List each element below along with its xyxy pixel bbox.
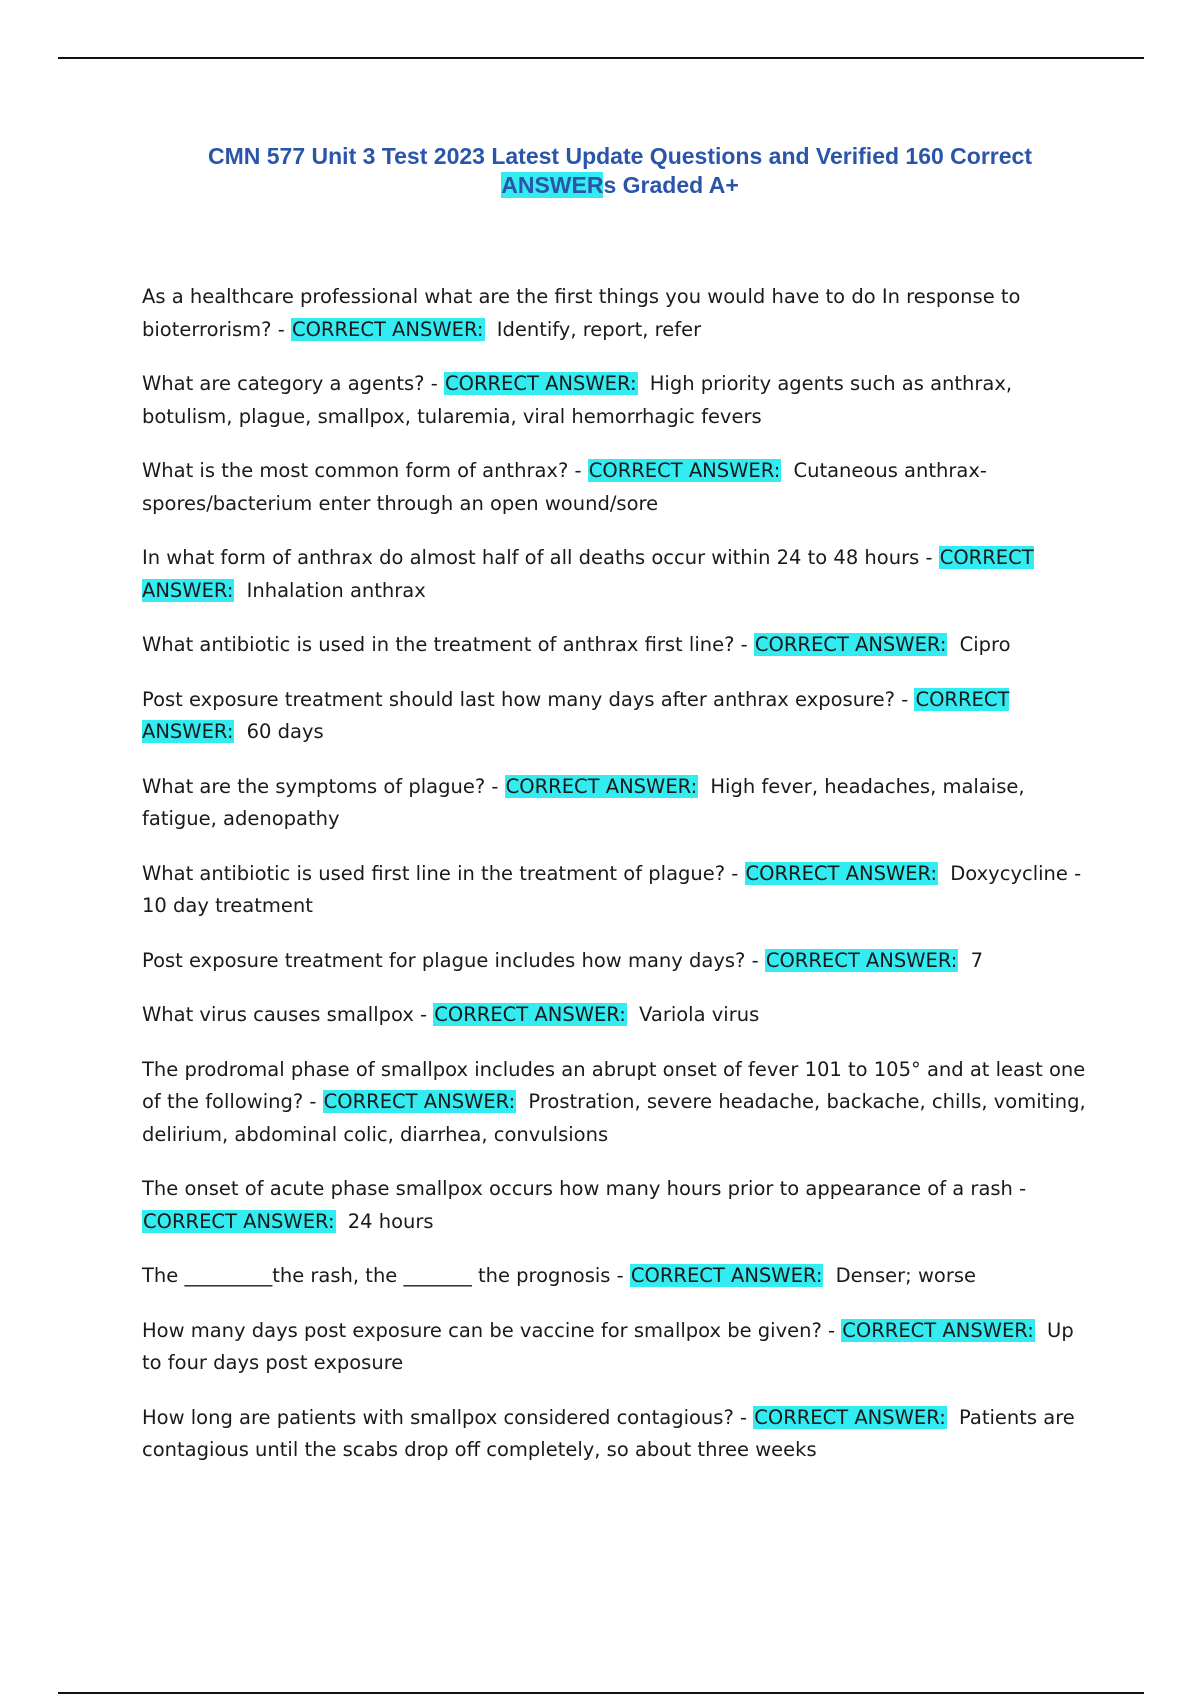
qa-item [142,281,1090,346]
question-text: The prodromal phase of smallpox includes an abrupt onset of fever 101 to 105° and at least one of the following? - [142,1057,1086,1113]
title-text: CMN 577 Unit 3 Test 2023 Latest Update Questions and Verified 160 Correct [207,143,1032,169]
qa-item [142,1054,1090,1152]
question-text: How long are patients with smallpox considered contagious? - [142,1405,748,1429]
question-text: What antibiotic is used first line in the treatment of plague? - [142,861,739,885]
correct-answer-label: CORRECT ANSWER: [291,317,484,341]
answer-text: 60 days [246,720,324,743]
answer-text: Prostration, severe headache, backache, chills, vomiting, delirium, abdominal colic, diarrhea, convulsions [142,1090,1086,1146]
question-text: What are the symptoms of plague? - [142,774,499,798]
qa-item [142,629,1090,662]
question-text: The onset of acute phase smallpox occurs how many hours prior to appearance of a rash - [142,1177,1027,1200]
correct-answer-label: CORRECT ANSWER: [754,633,947,656]
correct-answer-label: CORRECT ANSWER: [765,948,958,972]
correct-answer-label: CORRECT ANSWER: [444,372,637,395]
correct-answer-label: CORRECT ANSWER: [842,1318,1034,1342]
qa-item [142,1315,1090,1380]
qa-list [142,281,1090,1489]
qa-item [142,999,1090,1032]
document-title [160,142,1080,200]
question-text: In what form of anthrax do almost half of all deaths occur within 24 to 48 hours - [142,546,933,569]
answer-text: Inhalation anthrax [246,578,426,602]
question-text: Post exposure treatment should last how many days after anthrax exposure? - [142,687,909,711]
title-highlight: ANSWER [501,172,604,198]
correct-answer-label: CORRECT ANSWER: [588,459,781,482]
answer-text: 24 hours [347,1209,434,1233]
correct-answer-label: CORRECT ANSWER: [745,861,938,885]
qa-item [142,455,1090,520]
answer-text: Denser; worse [835,1264,977,1287]
question-text: What is the most common form of anthrax? - [142,459,582,482]
correct-answer-label: CORRECT ANSWER: [630,1264,823,1287]
qa-item [142,368,1090,433]
answer-text: Variola virus [639,1003,760,1026]
answer-text: Doxycycline - 10 day treatment [142,861,1082,917]
answer-text: Cutaneous anthrax- spores/bacterium enter through an open wound/sore [142,459,987,515]
answer-text: Up to four days post exposure [142,1318,1074,1374]
qa-item [142,771,1090,836]
qa-item [142,684,1090,749]
answer-text: Patients are contagious until the scabs drop off completely, so about three weeks [142,1405,1075,1461]
answer-text: Identify, report, refer [496,317,702,341]
top-rule [58,57,1144,59]
bottom-rule [58,1692,1144,1694]
answer-text: High fever, headaches, malaise, fatigue, adenopathy [142,774,1025,830]
correct-answer-label: CORRECT ANSWER: [434,1003,626,1026]
qa-item [142,1260,1090,1293]
answer-text: Cipro [959,633,1011,656]
correct-answer-label: CORRECT ANSWER: [323,1090,516,1113]
question-text: Post exposure treatment for plague includes how many days? - [142,948,759,972]
qa-item [142,1402,1090,1467]
answer-text: High priority agents such as anthrax, botulism, plague, smallpox, tularemia, viral hemorrhagic fevers [142,372,1013,428]
question-text: What antibiotic is used in the treatment of anthrax first line? - [142,633,748,656]
question-text: What virus causes smallpox - [142,1003,428,1026]
correct-answer-label: CORRECT ANSWER: [142,687,1010,743]
qa-item [142,542,1090,607]
correct-answer-label: CORRECT ANSWER: [505,774,698,798]
correct-answer-label: CORRECT ANSWER: [143,1209,335,1233]
qa-item [142,858,1090,923]
question-text: What are category a agents? - [142,372,438,395]
qa-item [142,1173,1090,1238]
answer-text: 7 [970,948,983,972]
question-text: How many days post exposure can be vaccine for smallpox be given? - [142,1318,836,1342]
question-text: The _________the rash, the _______ the prognosis - [142,1264,624,1287]
title-suffix: s Graded A+ [603,172,739,198]
question-text: As a healthcare professional what are the first things you would have to do In response to bioterrorism? - [142,285,1021,341]
correct-answer-label: CORRECT ANSWER: [142,546,1034,602]
qa-item [142,945,1090,978]
correct-answer-label: CORRECT ANSWER: [754,1405,946,1429]
